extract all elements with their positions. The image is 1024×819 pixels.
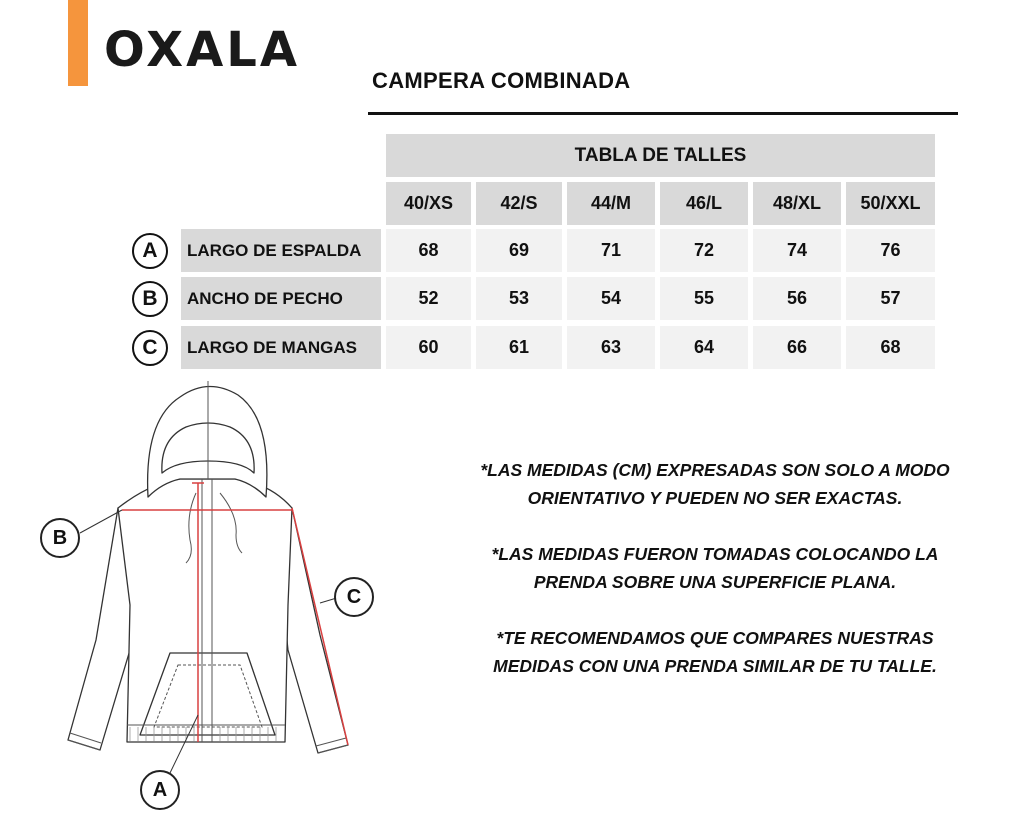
diagram-label-c: C: [334, 577, 374, 617]
table-cell: 64: [660, 326, 748, 369]
note-text: *LAS MEDIDAS FUERON TOMADAS COLOCANDO LA PRENDA SOBRE UNA SUPERFICIE PLANA.: [491, 544, 939, 592]
table-cell: 76: [846, 229, 935, 272]
table-cell: 57: [846, 277, 935, 320]
size-header-cell: 50/XXL: [846, 182, 935, 225]
brand-logo: OXALA: [104, 22, 300, 78]
size-header-cell: 40/XS: [386, 182, 471, 225]
table-cell: 61: [476, 326, 562, 369]
table-cell: 72: [660, 229, 748, 272]
table-cell: 54: [567, 277, 655, 320]
measurement-notes: [470, 456, 960, 708]
row-letter-a: A: [132, 233, 168, 269]
table-cell: 60: [386, 326, 471, 369]
size-header-cell: 48/XL: [753, 182, 841, 225]
table-cell: 68: [846, 326, 935, 369]
table-cell: 68: [386, 229, 471, 272]
size-table-heading: TABLA DE TALLES: [386, 134, 935, 177]
size-header-cell: 42/S: [476, 182, 562, 225]
table-cell: 74: [753, 229, 841, 272]
table-cell: 52: [386, 277, 471, 320]
row-letter-b: B: [132, 281, 168, 317]
table-cell: 71: [567, 229, 655, 272]
product-title: CAMPERA COMBINADA: [372, 68, 631, 93]
brand-accent-bar: [68, 0, 88, 86]
jacket-diagram: [30, 375, 370, 775]
table-cell: 69: [476, 229, 562, 272]
row-label: LARGO DE ESPALDA: [181, 229, 381, 272]
row-label: ANCHO DE PECHO: [181, 277, 381, 320]
table-cell: 63: [567, 326, 655, 369]
size-header-cell: 44/M: [567, 182, 655, 225]
table-cell: 66: [753, 326, 841, 369]
row-letter-c: C: [132, 330, 168, 366]
table-cell: 56: [753, 277, 841, 320]
row-label: LARGO DE MANGAS: [181, 326, 381, 369]
note-text: *LAS MEDIDAS (CM) EXPRESADAS SON SOLO A MODO ORIENTATIVO Y PUEDEN NO SER EXACTAS.: [480, 460, 950, 508]
table-cell: 53: [476, 277, 562, 320]
diagram-label-b: B: [40, 518, 80, 558]
note-text: *TE RECOMENDAMOS QUE COMPARES NUESTRAS MEDIDAS CON UNA PRENDA SIMILAR DE TU TALLE.: [493, 628, 937, 676]
title-divider: [368, 112, 958, 115]
diagram-label-a: A: [140, 770, 180, 810]
table-cell: 55: [660, 277, 748, 320]
size-header-cell: 46/L: [660, 182, 748, 225]
